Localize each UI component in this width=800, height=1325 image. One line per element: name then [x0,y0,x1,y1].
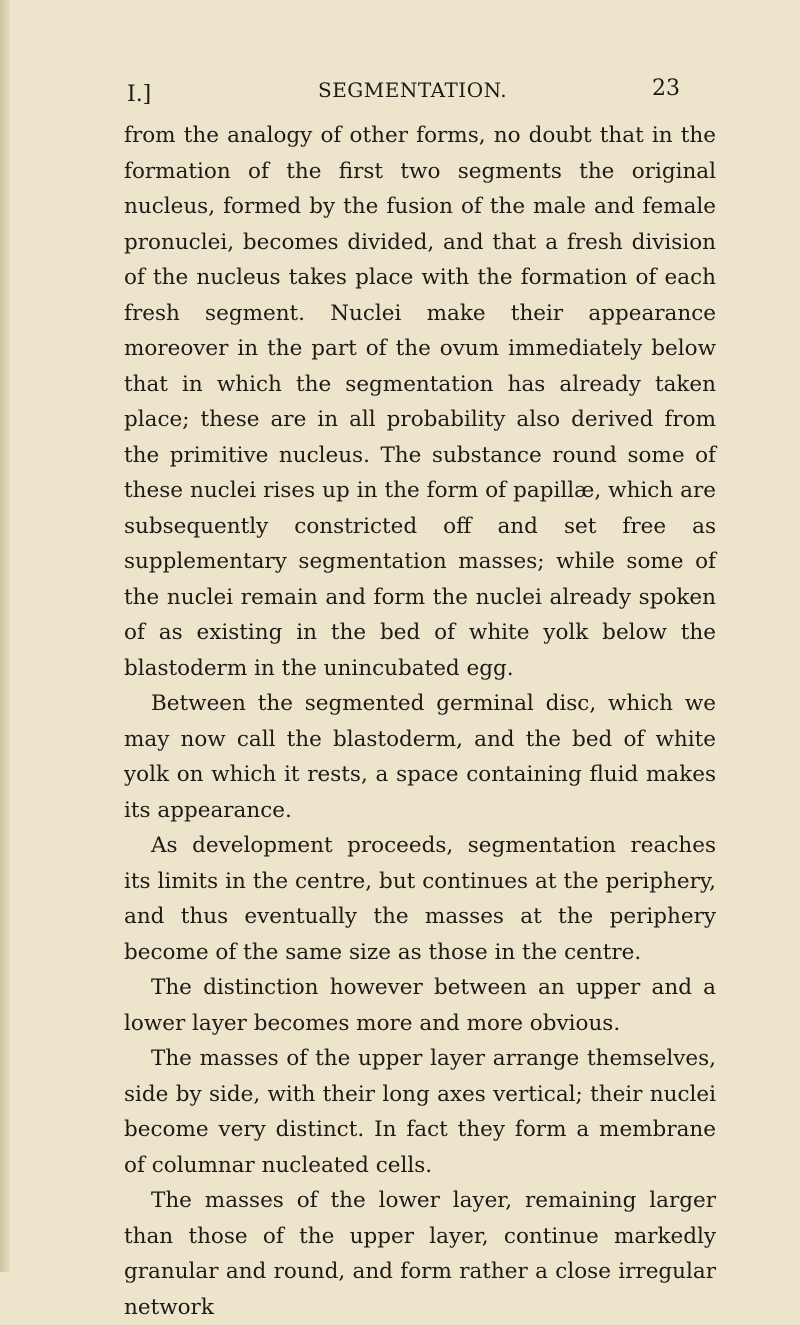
paragraph: Between the segmented germinal disc, which we may now call the blastoderm, and the bed of white yolk on which it rests, a space containing fluid makes its appearance. [124,691,716,823]
page-gutter-shadow [0,0,10,1272]
body-text [124,118,716,1325]
chapter-mark: I.] [127,82,152,107]
paragraph: The masses of the lower layer, remaining larger than those of the upper layer, continue markedly granular and round, and form rather a close irregular network [124,1188,716,1320]
paragraph: The distinction however between an upper and a lower layer becomes more and more obvious. [124,975,716,1036]
running-title: SEGMENTATION. [318,78,508,102]
page-header [0,70,800,106]
paragraph: from the analogy of other forms, no doubt that in the formation of the first two segments the original nucleus, formed by the fusion of the male and female pronuclei, becomes divided, and that a fresh division of the nucleus takes place with the formation of each fresh segment. Nuclei make their appearance moreover in the part of the ovum immediately below that in which the segmentation has already taken place; these are in all probability also derived from the primitive nucleus. The substance round some of these nuclei rises up in the form of papillæ, which are subsequently constricted off and set free as supplementary segmentation masses; while some of the nuclei remain and form the nuclei already spoken of as existing in the bed of white yolk below the blastoderm in the unincubated egg. [124,123,716,681]
paragraph: The masses of the upper layer arrange themselves, side by side, with their long axes vertical; their nuclei become very distinct. In fact they form a membrane of columnar nucleated cells. [124,1046,716,1178]
paragraph: As development proceeds, segmentation reaches its limits in the centre, but continues at the periphery, and thus eventually the masses at the periphery become of the same size as those in the centre. [124,833,716,965]
page-number: 23 [652,76,680,101]
